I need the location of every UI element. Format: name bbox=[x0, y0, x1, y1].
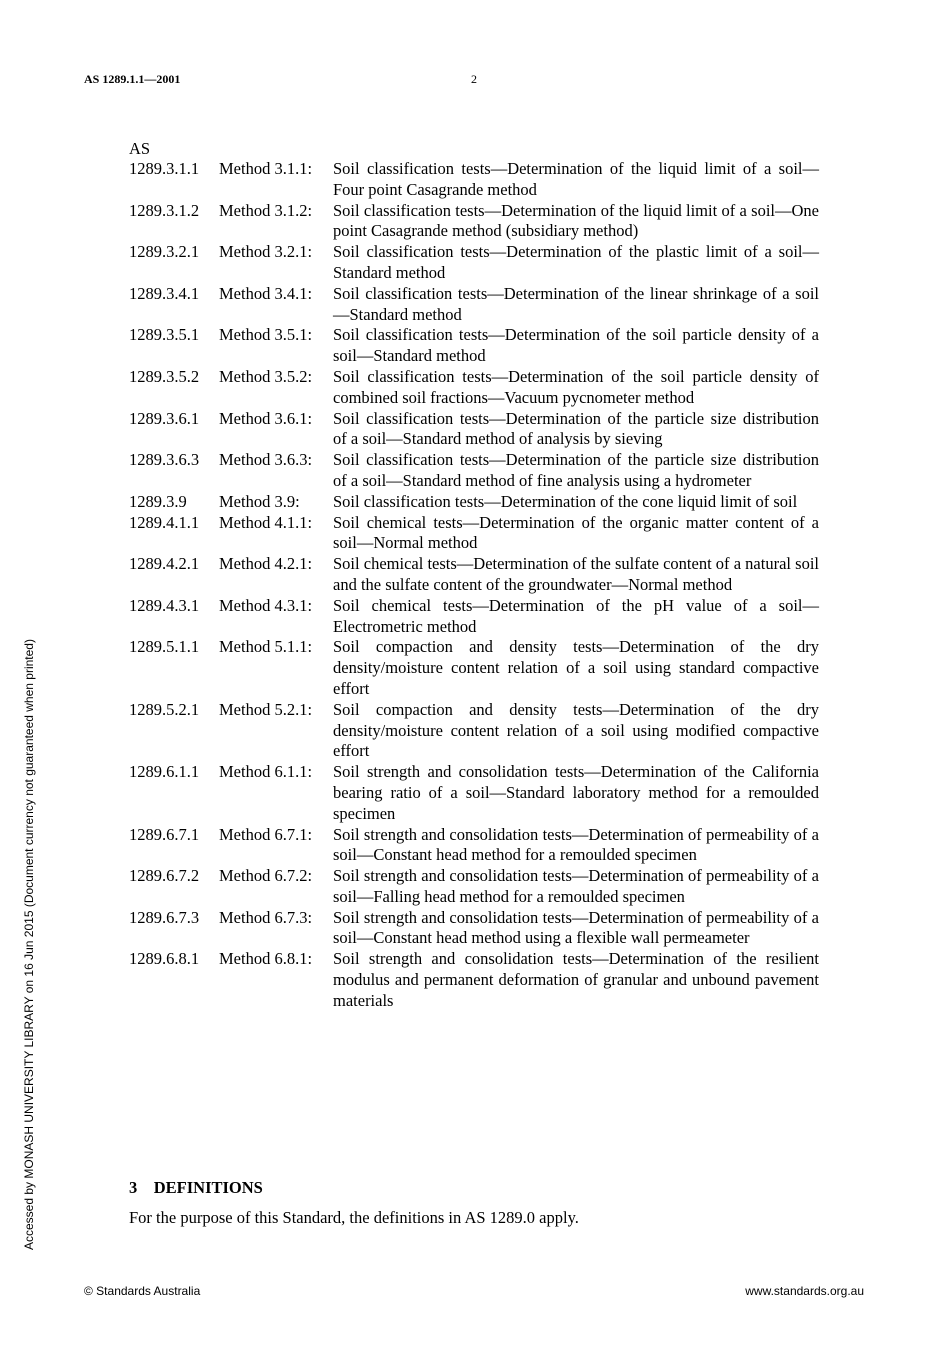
reference-method: Method 3.6.3: bbox=[219, 450, 313, 470]
reference-method: Method 3.4.1: bbox=[219, 283, 313, 303]
reference-method: Method 3.5.1: bbox=[219, 325, 313, 345]
reference-method: Method 5.2.1: bbox=[219, 699, 313, 719]
reference-item bbox=[129, 554, 819, 596]
reference-method: Method 3.5.2: bbox=[219, 366, 313, 386]
reference-item bbox=[129, 637, 819, 699]
reference-title: Soil chemical tests—Determination of the pH value of a soil—Electrometric method bbox=[333, 595, 819, 636]
reference-number: 1289.4.3.1 bbox=[129, 595, 200, 615]
reference-number: 1289.5.2.1 bbox=[129, 699, 200, 719]
reference-title: Soil classification tests—Determination of the linear shrinkage of a soil—Standard method bbox=[333, 283, 819, 324]
reference-item bbox=[129, 513, 819, 555]
reference-method: Method 5.1.1: bbox=[219, 637, 313, 657]
running-header-standard-id: AS 1289.1.1—2001 bbox=[84, 72, 181, 86]
reference-method: Method 4.1.1: bbox=[219, 512, 313, 532]
footer-copyright: © Standards Australia bbox=[84, 1284, 201, 1298]
reference-number: 1289.6.7.3 bbox=[129, 907, 200, 927]
reference-item bbox=[129, 492, 819, 513]
reference-method: Method 4.2.1: bbox=[219, 554, 313, 574]
reference-item bbox=[129, 762, 819, 824]
reference-item bbox=[129, 700, 819, 762]
reference-item bbox=[129, 201, 819, 243]
reference-number: 1289.3.9 bbox=[129, 491, 187, 511]
reference-title: Soil compaction and density tests—Determination of the dry density/moisture content relation of a soil using standard compactive effort bbox=[333, 637, 819, 698]
reference-title: Soil strength and consolidation tests—Determination of permeability of a soil—Constant head method for a remoulded specimen bbox=[333, 824, 819, 865]
reference-method: Method 3.1.2: bbox=[219, 200, 313, 220]
reference-method: Method 6.7.2: bbox=[219, 866, 313, 886]
reference-title: Soil chemical tests—Determination of the sulfate content of a natural soil and the sulfate content of the groundwater—Normal method bbox=[333, 554, 819, 594]
reference-title: Soil classification tests—Determination of the particle size distribution of a soil—Standard method of analysis by sieving bbox=[333, 408, 819, 449]
reference-method: Method 6.8.1: bbox=[219, 949, 313, 969]
reference-item bbox=[129, 450, 819, 492]
reference-title: Soil strength and consolidation tests—Determination of the resilient modulus and permanent deformation of granular and unbound pavement materials bbox=[333, 949, 819, 1010]
reference-number: 1289.4.2.1 bbox=[129, 554, 200, 574]
reference-number: 1289.3.6.1 bbox=[129, 408, 200, 428]
reference-title: Soil classification tests—Determination of the liquid limit of a soil—One point Casagrande method (subsidiary method) bbox=[333, 200, 819, 241]
referenced-documents-list bbox=[129, 159, 819, 1012]
reference-method: Method 6.7.1: bbox=[219, 824, 313, 844]
reference-method: Method 6.1.1: bbox=[219, 762, 313, 782]
page-number: 2 bbox=[471, 72, 477, 86]
reference-title: Soil classification tests—Determination of the soil particle density of combined soil fractions—Vacuum pycnometer method bbox=[333, 366, 819, 407]
reference-number: 1289.3.1.1 bbox=[129, 159, 200, 178]
reference-item bbox=[129, 367, 819, 409]
reference-item bbox=[129, 949, 819, 1011]
reference-title: Soil compaction and density tests—Determination of the dry density/moisture content relation of a soil using modified compactive effort bbox=[333, 699, 819, 761]
access-watermark-note: Accessed by MONASH UNIVERSITY LIBRARY on 16 Jun 2015 (Document currency not guaranteed when printed) bbox=[22, 639, 36, 1250]
reference-number: 1289.6.7.1 bbox=[129, 824, 200, 844]
reference-title: Soil classification tests—Determination of the soil particle density of a soil—Standard method bbox=[333, 325, 819, 366]
reference-item bbox=[129, 825, 819, 867]
reference-method: Method 3.9: bbox=[219, 491, 300, 511]
reference-method: Method 3.6.1: bbox=[219, 408, 313, 428]
reference-number: 1289.3.6.3 bbox=[129, 450, 200, 470]
reference-item bbox=[129, 325, 819, 367]
reference-number: 1289.6.8.1 bbox=[129, 949, 200, 969]
footer-website-link[interactable]: www.standards.org.au bbox=[745, 1284, 864, 1298]
reference-title: Soil classification tests—Determination of the cone liquid limit of soil bbox=[333, 491, 798, 511]
reference-item bbox=[129, 409, 819, 451]
reference-item bbox=[129, 284, 819, 326]
reference-number: 1289.3.5.1 bbox=[129, 325, 200, 345]
reference-method: Method 3.2.1: bbox=[219, 242, 313, 262]
reference-title: Soil classification tests—Determination of the liquid limit of a soil—Four point Casagrande method bbox=[333, 159, 819, 199]
reference-title: Soil classification tests—Determination of the plastic limit of a soil—Standard method bbox=[333, 242, 819, 282]
reference-number: 1289.6.7.2 bbox=[129, 866, 200, 886]
reference-item bbox=[129, 908, 819, 950]
definitions-paragraph: For the purpose of this Standard, the definitions in AS 1289.0 apply. bbox=[129, 1208, 579, 1227]
reference-number: 1289.5.1.1 bbox=[129, 637, 200, 657]
reference-number: 1289.4.1.1 bbox=[129, 512, 200, 532]
section-heading-definitions: 3 DEFINITIONS bbox=[129, 1178, 263, 1197]
reference-title: Soil strength and consolidation tests—Determination of permeability of a soil—Constant head method using a flexible wall permeameter bbox=[333, 907, 819, 948]
reference-item bbox=[129, 866, 819, 908]
reference-item bbox=[129, 596, 819, 638]
reference-title: Soil strength and consolidation tests—Determination of the California bearing ratio of a soil—Standard laboratory method for a remoulded specimen bbox=[333, 762, 819, 823]
reference-title: Soil chemical tests—Determination of the organic matter content of a soil—Normal method bbox=[333, 512, 819, 553]
reference-method: Method 4.3.1: bbox=[219, 595, 313, 615]
reference-number: 1289.3.5.2 bbox=[129, 366, 200, 386]
reference-title: Soil classification tests—Determination of the particle size distribution of a soil—Standard method of fine analysis using a hydrometer bbox=[333, 450, 819, 490]
reference-method: Method 3.1.1: bbox=[219, 159, 313, 178]
reference-number: 1289.6.1.1 bbox=[129, 762, 200, 782]
reference-item bbox=[129, 242, 819, 284]
reference-item bbox=[129, 159, 819, 201]
reference-title: Soil strength and consolidation tests—Determination of permeability of a soil—Falling head method for a remoulded specimen bbox=[333, 866, 819, 906]
reference-number: 1289.3.4.1 bbox=[129, 283, 200, 303]
reference-method: Method 6.7.3: bbox=[219, 907, 313, 927]
reference-number: 1289.3.1.2 bbox=[129, 200, 200, 220]
reference-prefix: AS bbox=[129, 139, 151, 158]
reference-number: 1289.3.2.1 bbox=[129, 242, 200, 262]
